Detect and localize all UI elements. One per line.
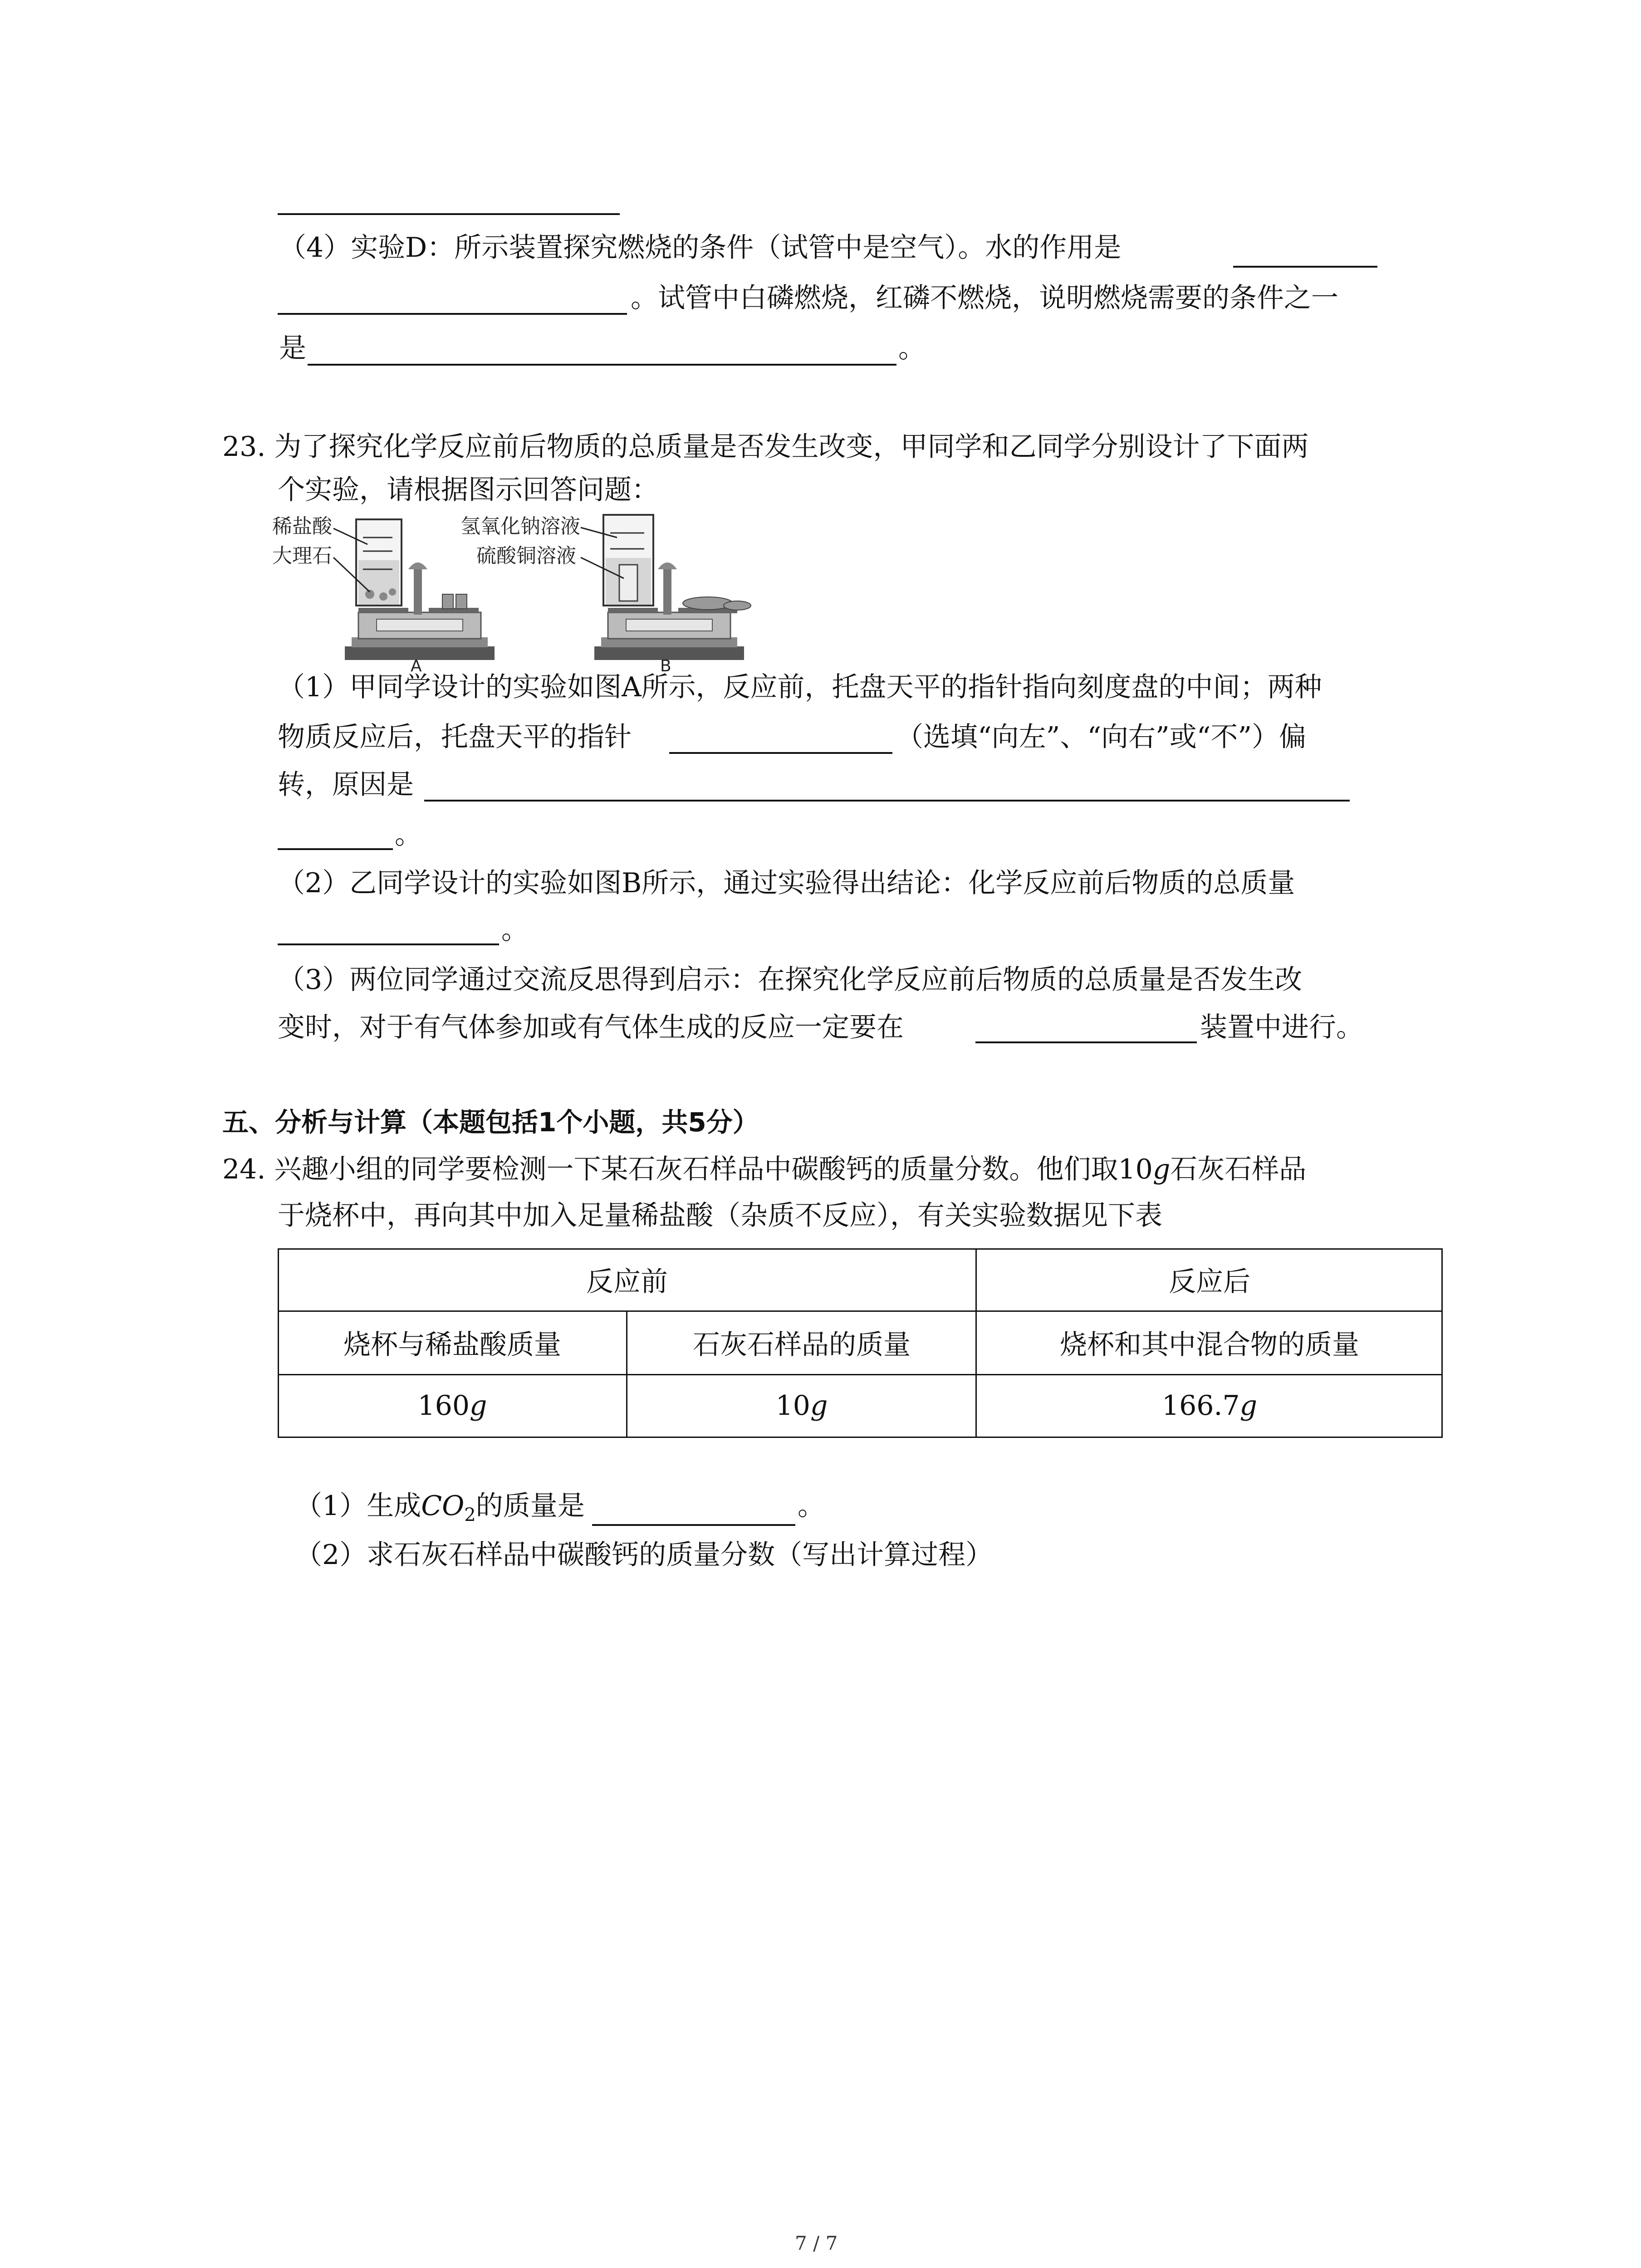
table-cell-mixture-mass-value: 166.7 g [1161, 1390, 1258, 1422]
q23-3-line2-post: 装置中进行。 [1200, 1012, 1363, 1043]
table-header-after: 反应后 [1169, 1266, 1250, 1298]
q23-3-line1: （3）两位同学通过交流反思得到启示：在探究化学反应前后物质的总质量是否发生改 [278, 964, 1303, 996]
table-col-beaker-acid: 烧杯与稀盐酸质量 [343, 1329, 561, 1361]
table-col-sample-mass: 石灰石样品的质量 [693, 1329, 911, 1361]
q23-2-line1: （2）乙同学设计的实验如图B所示，通过实验得出结论：化学反应前后物质的总质量 [278, 867, 1295, 899]
table-cell-sample-mass-value: 10 g [775, 1390, 828, 1422]
answer-blank-reason[interactable] [424, 800, 1350, 802]
q23-intro-line2: 个实验，请根据图示回答问题： [278, 474, 659, 506]
answer-blank-apparatus[interactable] [975, 1041, 1197, 1043]
q23-3-line2-pre: 变时，对于有气体参加或有气体生成的反应一定要在 [278, 1012, 904, 1043]
q23-1-line2-post: （选填“向左”、“向右”或“不”）偏 [896, 721, 1307, 753]
q23-1-line4-post: 。 [395, 819, 422, 850]
q24-intro-var: g [1152, 1154, 1171, 1185]
answer-blank-combustion-condition[interactable] [308, 364, 896, 366]
q23-1-line1: （1）甲同学设计的实验如图A所示，反应前，托盘天平的指针指向刻度盘的中间；两种 [278, 671, 1322, 703]
q22-4-line1: （4）实验D：所示装置探究燃烧的条件（试管中是空气）。水的作用是 [279, 232, 1122, 264]
answer-blank-top[interactable] [278, 213, 620, 215]
data-table [278, 1248, 1443, 1438]
q24-1-line: （1）生成$CO_2$的质量是 [295, 1490, 585, 1525]
page-number: 7 / 7 [795, 2232, 838, 2254]
answer-blank-total-mass[interactable] [278, 943, 499, 945]
q23-1-line2-pre: 物质反应后，托盘天平的指针 [278, 721, 632, 753]
q22-4-line3-pre: 是 [279, 332, 306, 364]
balance-a [272, 515, 495, 674]
label-naoh-solution: 氢氧化钠溶液 [460, 515, 580, 538]
balance-b [460, 515, 751, 674]
q24-intro-post: 石灰石样品 [1170, 1154, 1307, 1185]
table-header-before: 反应前 [586, 1266, 668, 1298]
label-marble: 大理石 [272, 544, 332, 567]
answer-blank-water-role-cont[interactable] [278, 313, 627, 315]
q24-2-line: （2）求石灰石样品中碳酸钙的质量分数（写出计算过程） [295, 1539, 993, 1571]
q24-1-post: 。 [798, 1490, 825, 1522]
answer-blank-reason-cont[interactable] [278, 848, 393, 850]
q22-4-line2: 。试管中白磷燃烧，红磷不燃烧，说明燃烧需要的条件之一 [631, 282, 1338, 314]
co2-formula: CO [421, 1490, 465, 1522]
answer-blank-water-role[interactable] [1233, 266, 1377, 268]
answer-blank-co2-mass[interactable] [592, 1524, 795, 1526]
q23-1-line3: 转，原因是 [278, 769, 414, 801]
table-cell-beaker-acid-value: 160 g [417, 1390, 487, 1422]
caption-b: B [660, 657, 671, 674]
label-cuso4-solution: 硫酸铜溶液 [476, 544, 576, 567]
balance-figure [272, 510, 862, 674]
q22-4-line3-post: 。 [898, 332, 926, 364]
answer-blank-pointer-direction[interactable] [669, 752, 892, 754]
q24-intro-pre: 24. 兴趣小组的同学要检测一下某石灰石样品中碳酸钙的质量分数。他们取10 [222, 1154, 1153, 1185]
q23-2-line2-post: 。 [501, 914, 529, 946]
table-col-mixture-mass: 烧杯和其中混合物的质量 [1060, 1329, 1359, 1361]
caption-a: A [411, 657, 422, 674]
section-5-heading: 五、分析与计算（本题包括1个小题，共5分） [222, 1107, 759, 1138]
q24-intro-line1 [222, 1156, 1306, 1183]
label-dilute-hcl: 稀盐酸 [272, 515, 332, 538]
q23-intro-line1: 23. 为了探究化学反应前后物质的总质量是否发生改变，甲同学和乙同学分别设计了下面两 [222, 431, 1309, 463]
q24-intro-line2: 于烧杯中，再向其中加入足量稀盐酸（杂质不反应），有关实验数据见下表 [278, 1200, 1162, 1232]
